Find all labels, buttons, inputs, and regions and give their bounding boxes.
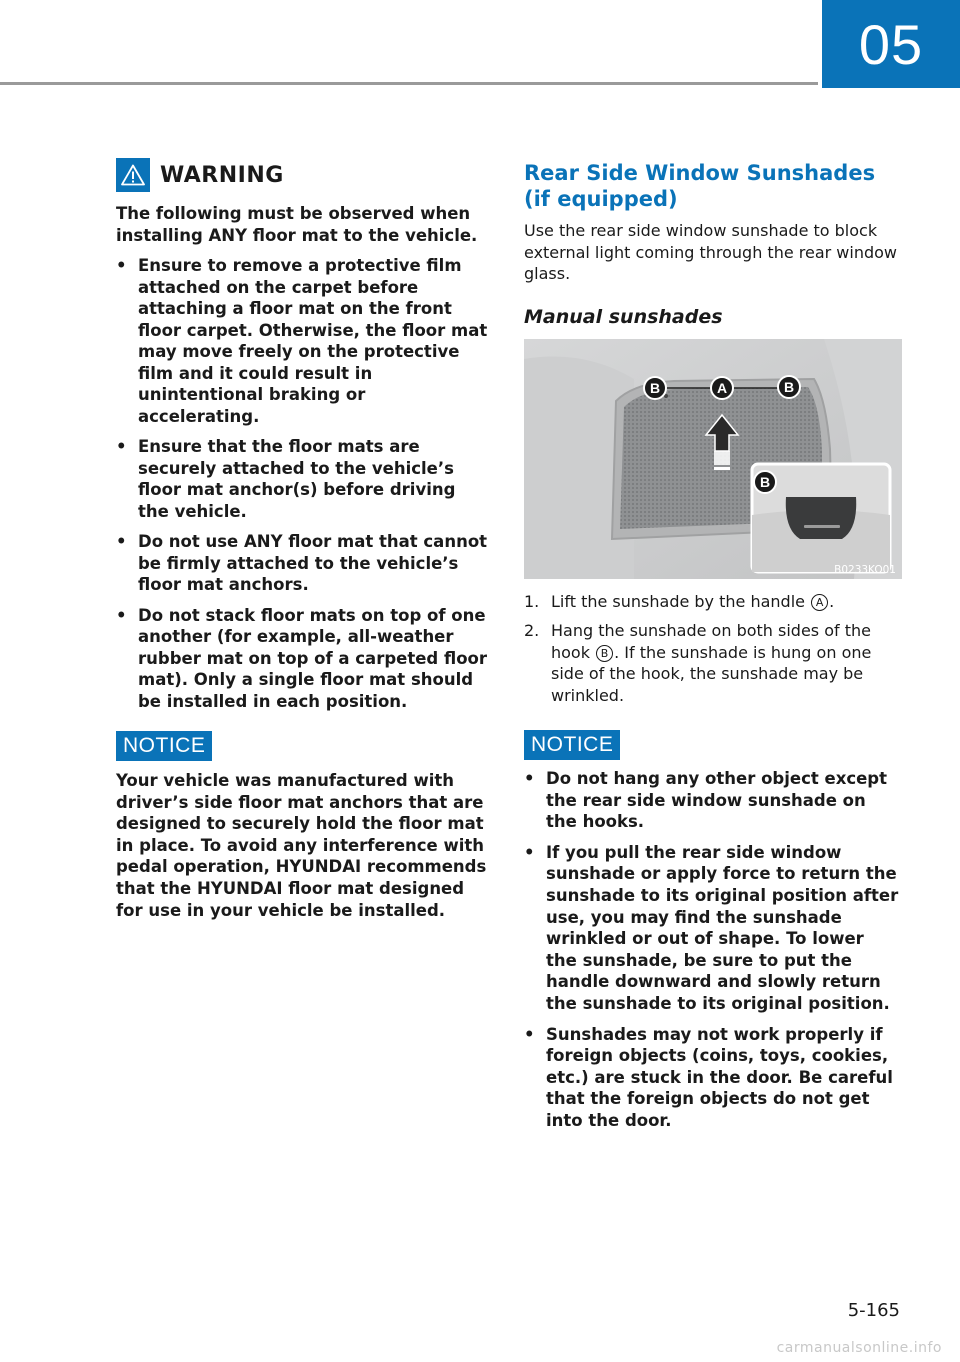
svg-text:B: B [649,380,661,396]
notice-bullet: • If you pull the rear side window sunshade or apply force to return the sunshade to its original position after use, you may find the sunshade wrinkled or out of shape. To lower the sunshade, be sure to put the handle downward and slowly return the sunshade to its original position. [524,842,900,1015]
step-item [524,591,900,613]
figure-label-a [711,377,733,399]
notice-bullet: • Do not hang any other object except the rear side window sunshade on the hooks. [524,768,900,833]
figure-label-b-left [644,377,666,399]
section-intro: Use the rear side window sunshade to block external light coming through the rear window glass. [524,221,898,283]
step-number: 2. [524,620,540,640]
chapter-tab [822,0,960,88]
notice-body [524,768,900,1141]
warning-bullet: • Ensure that the floor mats are securely attached to the vehicle’s floor mat anchor(s) before driving the vehicle. [116,436,488,522]
warning-bullet: • Ensure to remove a protective film attached on the carpet before attaching a floor mat on the front floor carpet. Otherwise, the floor mat may move freely on the protective film and it could result in unintentional braking or accelerating. [116,255,488,427]
notice-bullet: • Sunshades may not work properly if foreign objects (coins, toys, cookies, etc.) are stuck in the door. Be careful that the foreign objects do not get into the door. [524,1024,900,1132]
figure-label-b-right [778,376,800,398]
chapter-number: 05 [858,12,924,76]
section-title: Rear Side Window Sunshades (if equipped) [524,161,876,211]
header-rule [0,82,818,85]
marker-b-icon: B [596,645,613,662]
step-text-end: . [829,592,835,611]
warning-header [116,158,284,192]
sunshade-illustration [524,339,902,579]
warning-bullet: • Do not stack floor mats on top of one another (for example, all-weather rubber mat on top of a carpeted floor mat). Only a single floor mat should be installed in each position. [116,605,488,713]
step-text: Lift the sunshade by the handle [551,592,811,611]
marker-a-icon: A [811,594,828,611]
sunshade-figure [524,339,902,579]
warning-body [116,203,488,721]
notice-text: Your vehicle was manufactured with driver’s side floor mat anchors that are designed to securely hold the floor mat in place. To avoid any interference with pedal operation, HYUNDAI recommends that the HYUNDAI floor mat designed for use in your vehicle be installed. [116,771,487,920]
page-number: 5-165 [847,1300,900,1321]
svg-text:B: B [783,379,795,395]
warning-intro: The following must be observed when installing ANY floor mat to the vehicle. [116,204,478,245]
warning-title: WARNING [160,162,284,188]
svg-text:B: B [759,474,771,490]
subsection-title: Manual sunshades [524,306,723,328]
warning-bullet: • Do not use ANY floor mat that cannot be firmly attached to the vehicle’s floor mat anchors. [116,531,488,596]
warning-triangle-icon [116,158,150,192]
step-number: 1. [524,592,540,611]
step-text: Hang the sunshade on both sides of the hook [551,620,871,662]
figure-inset-label-b [754,471,776,493]
notice-bullet-list [524,768,900,1132]
step-text-end: . If the sunshade is hung on one side of the hook, the sunshade may be wrinkled. [551,642,872,706]
svg-text:A: A [716,380,728,396]
step-item [524,620,900,707]
notice-label: NOTICE [524,730,620,760]
watermark: carmanualsonline.info [776,1340,942,1356]
warning-bullet-list [116,255,488,712]
figure-code: B0233KO01 [834,564,896,576]
step-list [524,591,900,714]
notice-label: NOTICE [116,731,212,761]
